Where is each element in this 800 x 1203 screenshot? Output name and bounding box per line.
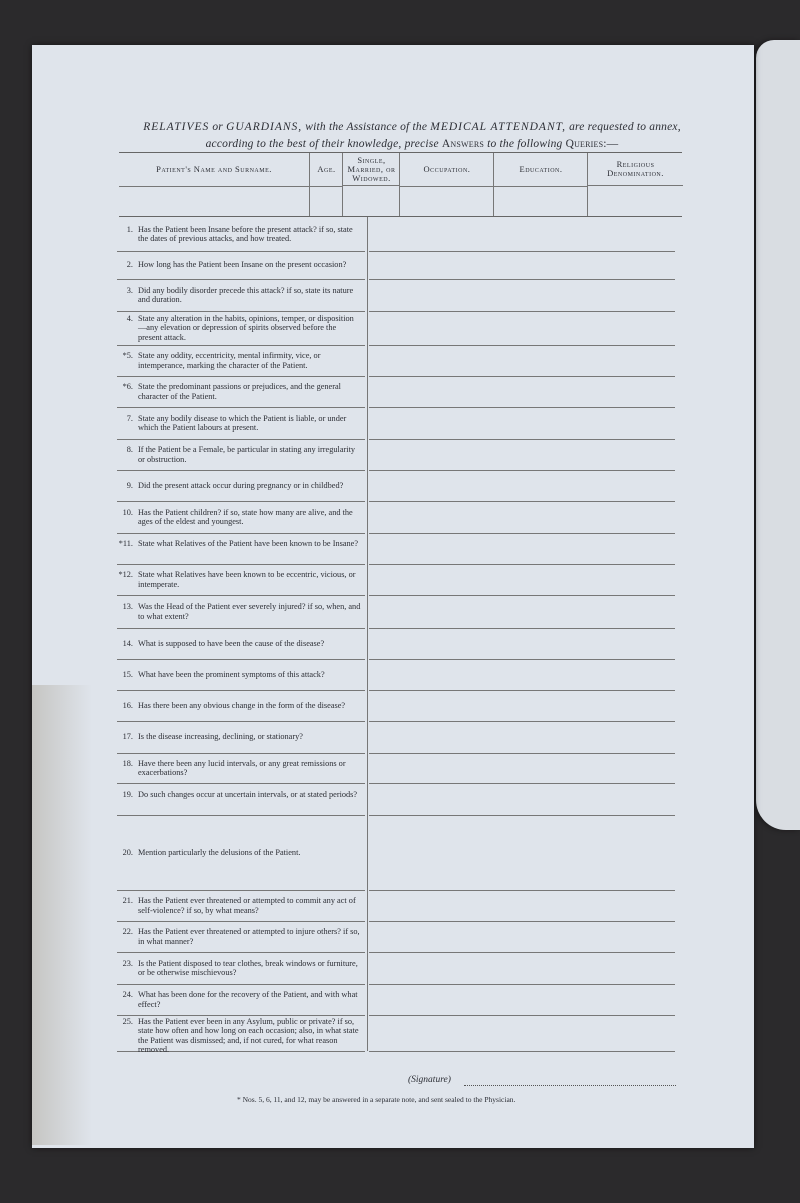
query-text: Has the Patient ever threatened or attempted to injure others? if so, in what manner? xyxy=(138,927,360,946)
query-row xyxy=(117,376,365,408)
query-row xyxy=(117,595,365,629)
query-text: State what Relatives of the Patient have been known to be Insane? xyxy=(138,539,359,549)
query-number: *6. xyxy=(122,382,133,392)
col-age-header: Age. xyxy=(310,153,343,187)
query-number: *5. xyxy=(122,351,133,361)
answer-field[interactable] xyxy=(369,659,675,691)
query-text: If the Patient be a Female, be particular in stating any irregularity or obstruction. xyxy=(138,445,356,464)
answer-field[interactable] xyxy=(369,952,675,985)
query-number: 10. xyxy=(122,507,133,517)
query-text: Was the Head of the Patient ever severely injured? if so, when, and to what extent? xyxy=(138,602,361,621)
query-row xyxy=(117,753,365,784)
answer-field[interactable] xyxy=(369,533,675,565)
query-text: What is supposed to have been the cause of the disease? xyxy=(138,638,325,648)
query-number: 22. xyxy=(122,927,133,937)
answer-field[interactable] xyxy=(369,815,675,891)
heading-or: or xyxy=(209,121,227,133)
query-text: State any bodily disease to which the Patient is liable, or under which the Patient labours at present. xyxy=(138,413,347,432)
answer-field[interactable] xyxy=(369,984,675,1016)
query-row xyxy=(117,439,365,471)
query-text: Has the Patient children? if so, state how many are alive, and the ages of the eldest and youngest. xyxy=(138,507,353,526)
query-row xyxy=(117,533,365,565)
col-name xyxy=(119,153,309,216)
query-number: 24. xyxy=(122,990,133,1000)
query-number: 23. xyxy=(122,958,133,968)
col-education xyxy=(493,153,588,216)
query-row xyxy=(117,984,365,1016)
query-text: State any oddity, eccentricity, mental infirmity, vice, or intemperance, marking the character of the Patient. xyxy=(138,351,321,370)
answer-field[interactable] xyxy=(369,721,675,754)
answer-field[interactable] xyxy=(369,279,675,312)
query-text: State the predominant passions or prejudices, and the general character of the Patient. xyxy=(138,382,341,401)
paper-stain xyxy=(32,685,92,1145)
query-row xyxy=(117,783,365,816)
next-page-edge xyxy=(756,40,800,830)
query-text: Do such changes occur at uncertain intervals, or at stated periods? xyxy=(138,789,358,799)
heading-medical-attendant: MEDICAL ATTENDANT, xyxy=(430,121,567,133)
heading-guardians: GUARDIANS, xyxy=(226,121,303,133)
answer-field[interactable] xyxy=(369,251,675,280)
query-row xyxy=(117,470,365,502)
answer-field[interactable] xyxy=(369,595,675,629)
heading-queries: Queries:— xyxy=(562,138,619,150)
query-text: How long has the Patient been Insane on the present occasion? xyxy=(138,260,347,270)
query-row xyxy=(117,251,365,280)
answer-field[interactable] xyxy=(369,439,675,471)
query-number: 16. xyxy=(122,700,133,710)
col-education-header: Education. xyxy=(494,153,588,187)
query-number: *12. xyxy=(118,570,133,580)
query-number: 13. xyxy=(122,602,133,612)
query-row xyxy=(117,501,365,534)
query-text: Mention particularly the delusions of the Patient. xyxy=(138,847,301,857)
col-religion xyxy=(587,153,683,216)
query-row xyxy=(117,815,365,891)
query-number: 2. xyxy=(126,260,133,270)
answer-field[interactable] xyxy=(369,564,675,596)
answer-field[interactable] xyxy=(369,753,675,784)
answer-field[interactable] xyxy=(369,783,675,816)
query-row xyxy=(117,921,365,953)
form-page xyxy=(32,45,754,1148)
query-row xyxy=(117,952,365,985)
query-row xyxy=(117,217,365,252)
query-row xyxy=(117,345,365,377)
query-text: Has there been any obvious change in the form of the disease? xyxy=(138,700,346,710)
col-marital xyxy=(342,153,400,216)
answer-field[interactable] xyxy=(369,628,675,660)
col-occupation xyxy=(399,153,494,216)
query-text: What have been the prominent symptoms of this attack? xyxy=(138,669,325,679)
query-text: Has the Patient been Insane before the present attack? if so, state the dates of previous attacks, and how treated. xyxy=(138,224,353,243)
answer-field[interactable] xyxy=(369,921,675,953)
query-row xyxy=(117,690,365,722)
answer-field[interactable] xyxy=(369,470,675,502)
query-row xyxy=(117,890,365,922)
query-text: State what Relatives have been known to be eccentric, vicious, or intemperate. xyxy=(138,570,356,589)
query-text: Is the Patient disposed to tear clothes, break windows or furniture, or be otherwise mischievous? xyxy=(138,958,358,977)
signature-line[interactable] xyxy=(464,1085,676,1086)
signature-label: (Signature) xyxy=(408,1075,451,1085)
answer-field[interactable] xyxy=(369,501,675,534)
query-text: State any alteration in the habits, opinions, temper, or disposition—any elevation or depression of spirits observed before the present attack. xyxy=(138,313,354,342)
query-number: 15. xyxy=(122,669,133,679)
query-text: What has been done for the recovery of the Patient, and with what effect? xyxy=(138,990,358,1009)
col-marital-header: Single, Married, or Widowed. xyxy=(343,153,400,186)
col-occupation-header: Occupation. xyxy=(400,153,494,187)
query-number: 4. xyxy=(126,313,133,323)
query-number: 25. xyxy=(122,1017,133,1026)
query-number: 8. xyxy=(126,445,133,455)
query-number: 17. xyxy=(122,732,133,742)
query-number: 1. xyxy=(126,224,133,234)
col-age xyxy=(309,153,343,216)
answer-field[interactable] xyxy=(369,311,675,346)
heading-assistance: with the Assistance of the xyxy=(302,121,431,133)
query-number: 20. xyxy=(122,847,133,857)
query-number: 7. xyxy=(126,413,133,423)
query-number: 21. xyxy=(122,896,133,906)
query-number: 19. xyxy=(122,789,133,799)
col-name-header: Patient's Name and Surname. xyxy=(119,153,309,187)
heading-according: according to the best of their knowledge, precise xyxy=(205,138,442,150)
query-number: *11. xyxy=(118,539,133,549)
instructions-heading xyxy=(92,119,732,153)
query-row xyxy=(117,311,365,346)
heading-relatives: RELATIVES xyxy=(143,121,210,133)
query-text: Have there been any lucid intervals, or any great remissions or exacerbations? xyxy=(138,758,346,777)
heading-following: following xyxy=(517,138,563,150)
col-religion-header: Religious Denomination. xyxy=(588,153,683,186)
query-number: 18. xyxy=(122,758,133,768)
query-text: Is the disease increasing, declining, or stationary? xyxy=(138,732,303,742)
answer-field[interactable] xyxy=(369,376,675,408)
answer-field[interactable] xyxy=(369,345,675,377)
answer-field[interactable] xyxy=(369,1015,675,1052)
query-row xyxy=(117,628,365,660)
query-text: Has the Patient ever threatened or attempted to commit any act of self-violence? if so, by what means? xyxy=(138,896,356,915)
query-row xyxy=(117,1015,365,1055)
query-number: 14. xyxy=(122,638,133,648)
query-text: Did the present attack occur during pregnancy or in childbed? xyxy=(138,480,344,490)
footnote: * Nos. 5, 6, 11, and 12, may be answered in a separate note, and sent sealed to the Physician. xyxy=(237,1095,516,1104)
queries-divider xyxy=(367,217,368,1051)
heading-requested: are requested to annex, xyxy=(566,121,681,133)
query-text: Did any bodily disorder precede this attack? if so, state its nature and duration. xyxy=(138,285,354,304)
query-text: Has the Patient ever been in any Asylum, public or private? if so, state how often and how long on each occasion; also, in what state the Patient was dismissed; and, if not cured, for what reason removed. xyxy=(138,1017,359,1055)
answer-field[interactable] xyxy=(369,890,675,922)
heading-answers: Answers xyxy=(441,138,484,150)
query-number: 9. xyxy=(126,480,133,490)
query-number: 3. xyxy=(126,285,133,295)
answer-field[interactable] xyxy=(369,690,675,722)
patient-details-table xyxy=(119,152,682,217)
answer-field[interactable] xyxy=(369,407,675,440)
answer-field[interactable] xyxy=(369,217,675,252)
query-row xyxy=(117,564,365,596)
query-row xyxy=(117,721,365,754)
query-row xyxy=(117,279,365,312)
heading-to-the: to the xyxy=(484,138,518,150)
query-row xyxy=(117,407,365,440)
query-row xyxy=(117,659,365,691)
